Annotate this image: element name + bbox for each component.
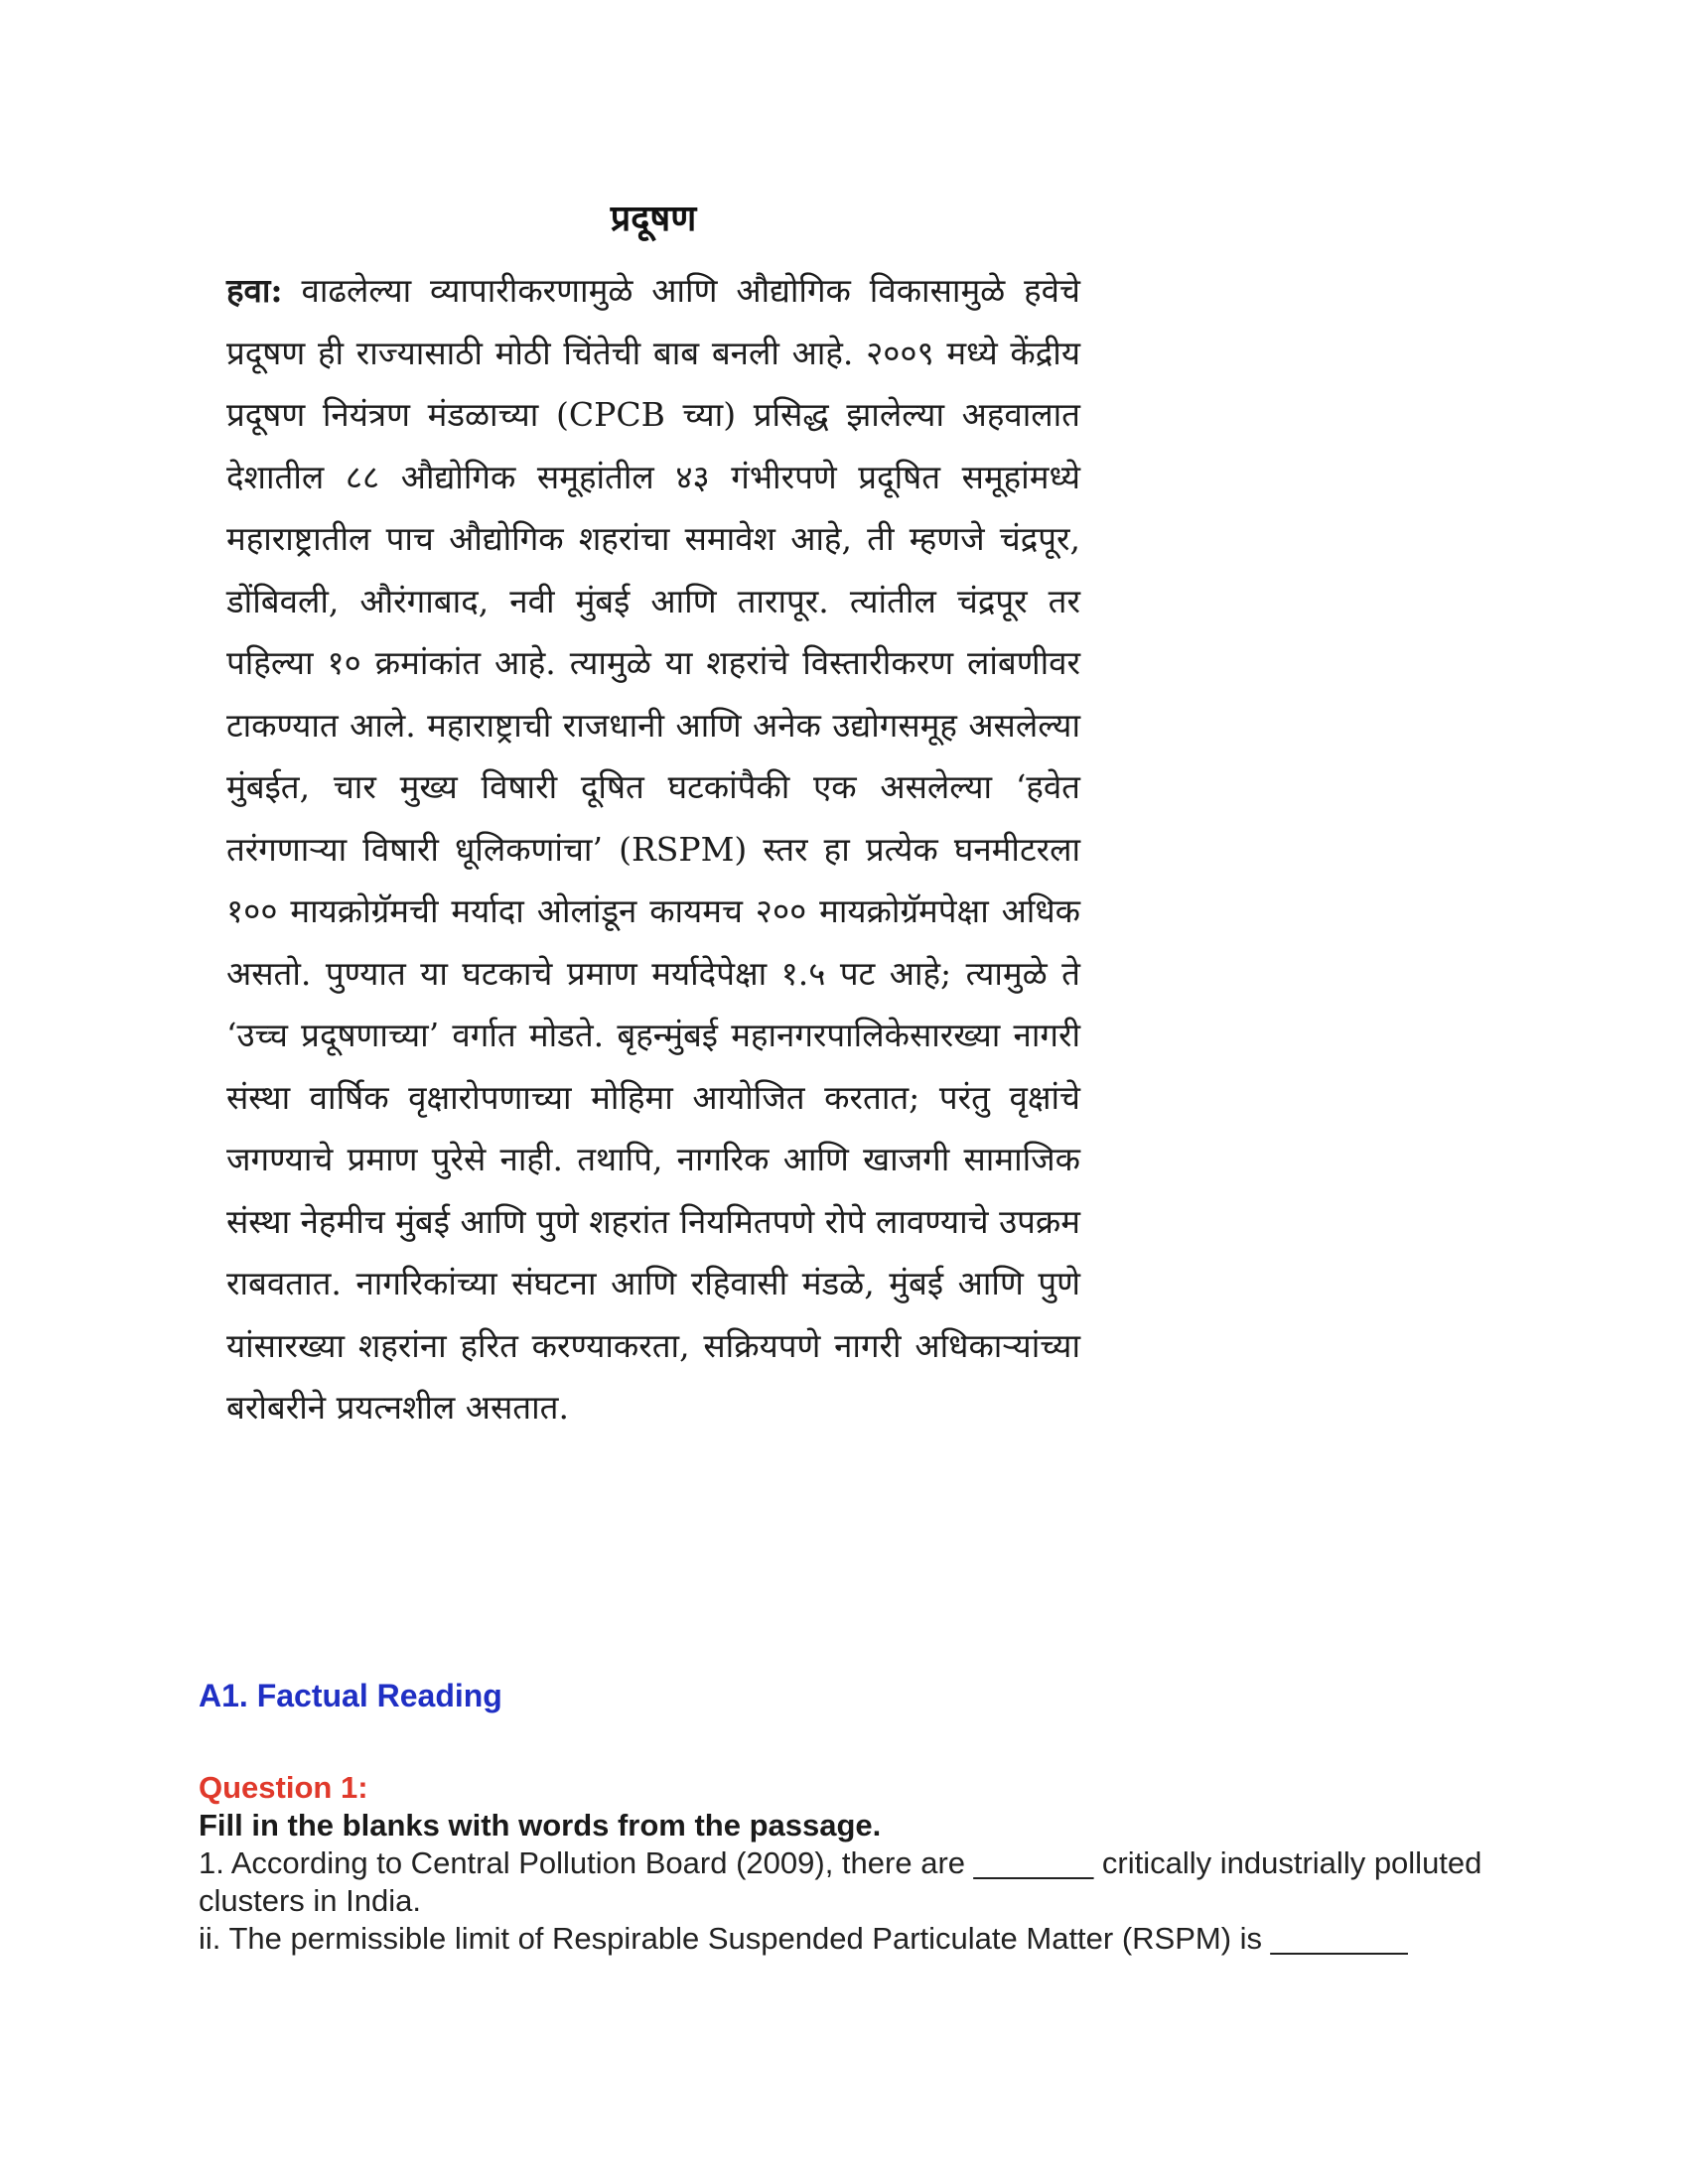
passage-lead: हवा: [226, 271, 283, 310]
question-instruction: Fill in the blanks with words from the passage. [199, 1808, 882, 1843]
passage-title: प्रदूषण [610, 198, 697, 239]
question-item-2: ii. The permissible limit of Respirable Suspended Particulate Matter (RSPM) is ________ [199, 1921, 1408, 1956]
passage-text: वाढलेल्या व्यापारीकरणामुळे आणि औद्योगिक विकासामुळे हवेचे प्रदूषण ही राज्यासाठी मोठी चिंतेची बाब बनली आहे. २००९ मध्ये केंद्रीय प्रदूषण नियंत्रण मंडळाच्या (CPCB च्या) प्रसिद्ध झालेल्या अहवालात देशातील ८८ औद्योगिक समूहांतील ४३ गंभीरपणे प्रदूषित समूहांमध्ये महाराष्ट्रातील पाच औद्योगिक शहरांचा समावेश आहे, ती म्हणजे चंद्रपूर, डोंबिवली, औरंगाबाद, नवी मुंबई आणि तारापूर. त्यांतील चंद्रपूर तर पहिल्या १० क्रमांकांत आहे. त्यामुळे या शहरांचे विस्तारीकरण लांबणीवर टाकण्यात आले. महाराष्ट्राची राजधानी आणि अनेक उद्योगसमूह असलेल्या मुंबईत, चार मुख्य विषारी दूषित घटकांपैकी एक असलेल्या ‘हवेत तरंगणाऱ्या विषारी धूलिकणांचा’ (RSPM) स्तर हा प्रत्येक घनमीटरला १०० मायक्रोग्रॅमची मर्यादा ओलांडून कायमच २०० मायक्रोग्रॅमपेक्षा अधिक असतो. पुण्यात या घटकाचे प्रमाण मर्यादेपेक्षा १.५ पट आहे; त्यामुळे ते ‘उच्च प्रदूषणाच्या’ वर्गात मोडते. बृहन्मुंबई महानगरपालिकेसारख्या नागरी संस्था वार्षिक वृक्षारोपणाच्या मोहिमा आयोजित करतात; परंतु वृक्षांचे जगण्याचे प्रमाण पुरेसे नाही. तथापि, नागरिक आणि खाजगी सामाजिक संस्था नेहमीच मुंबई आणि पुणे शहरांत नियमितपणे रोपे लावण्याचे उपक्रम राबवतात. नागरिकांच्या संघटना आणि रहिवासी मंडळे, मुंबई आणि पुणे यांसारख्या शहरांना हरित करण्याकरता, सक्रियपणे नागरी अधिकाऱ्यांच्या बरोबरीने प्रयत्नशील असतात. [226, 271, 1080, 1427]
question-item-1: 1. According to Central Pollution Board (2009), there are _______ critically industrially polluted clusters in India. [199, 1845, 1482, 1918]
section-heading: A1. Factual Reading [199, 1678, 502, 1713]
passage-body [226, 260, 1080, 1439]
question-block [199, 1769, 1489, 1958]
marathi-passage [226, 195, 1080, 1439]
question-label: Question 1: [199, 1770, 368, 1805]
